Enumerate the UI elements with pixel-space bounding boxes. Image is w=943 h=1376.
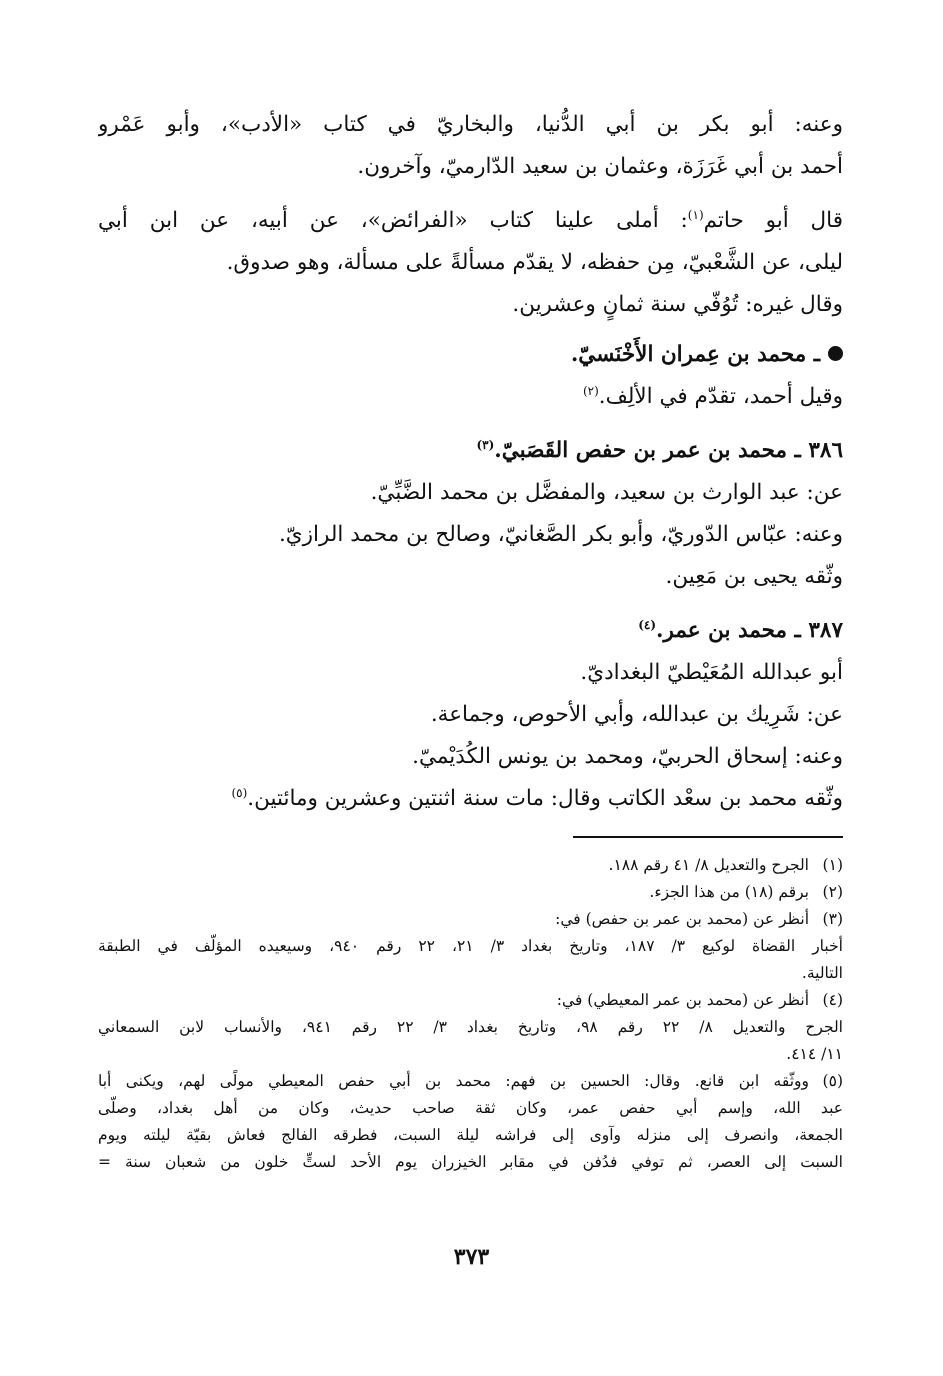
text-line: أحمد بن أبي غَرَزَة، وعثمان بن سعيد الدّارميّ، وآخرون. — [357, 154, 843, 179]
footnote-text: الجرح والتعديل ٨/ ٤١ رقم ١٨٨. — [608, 856, 809, 874]
entry-heading-386 — [98, 430, 843, 472]
text-line: عن: عبد الوارث بن سعيد، والمفضَّل بن محمد الضَّبِّيّ. — [370, 480, 843, 505]
entry-heading-text: ٣٨٧ ـ محمد بن عمر. — [656, 618, 843, 643]
text-line: ليلى، عن الشَّعْبيّ، مِن حفظه، لا يقدّم مسألةً على مسألة، وهو صدوق. — [226, 250, 843, 275]
footnote-3 — [98, 906, 843, 933]
text-span: وثّقه محمد بن سعْد الكاتب وقال: مات سنة اثنتين وعشرين ومائتين. — [247, 786, 843, 811]
footnotes — [98, 852, 843, 1176]
footnote-4 — [98, 987, 843, 1014]
footnote-number: (٤) — [822, 991, 843, 1009]
footnote-number: (٣) — [822, 910, 843, 928]
entry-heading-text: ٣٨٦ ـ محمد بن عمر بن حفص القَصَبيّ. — [494, 438, 843, 463]
text-line: وعنه: أبو بكر بن أبي الدُّنيا، والبخاريّ في كتاب «الأدب»، وأبو عَمْرو — [98, 112, 843, 137]
footnote-ref: (٤) — [638, 617, 657, 632]
footnote-text: أنظر عن (محمد بن عمر بن حفص) في: — [555, 910, 809, 928]
footnote-4-cont: الجرح والتعديل ٨/ ٢٢ رقم ٩٨، وتاريخ بغداد ٣/ ٢٢ رقم ٩٤١، والأنساب لابن السمعاني — [98, 1018, 843, 1036]
footnote-number: (١) — [822, 856, 843, 874]
text-line: وقال غيره: تُوُفّي سنة ثمانٍ وعشرين. — [512, 292, 843, 317]
footnote-5-cont: الجمعة، وانصرف إلى منزله وآوى إلى فراشه ليلة السبت، فطرقه الفالج فعاش بقيّة ليلته ويوم — [98, 1126, 843, 1144]
text-span: : أملى علينا كتاب «الفرائض»، عن أبيه، عن ابن أبي — [98, 208, 688, 233]
footnote-text: أنظر عن (محمد بن عمر المعيطي) في: — [556, 991, 809, 1009]
footnote-ref: (٣) — [476, 437, 495, 452]
text-line — [98, 778, 843, 820]
text-span: وقيل أحمد، تقدّم في الألِف. — [598, 384, 843, 409]
entry-heading-text: ـ محمد بن عِمران الأَخْنَسيّ. — [570, 342, 820, 367]
footnote-number: (٥) — [822, 1072, 843, 1090]
footnote-4-cont: ١١/ ٤١٤. — [786, 1045, 843, 1063]
footnote-3-cont: التالية. — [801, 964, 843, 982]
text-line: أبو عبدالله المُعَيْطيّ البغداديّ. — [580, 660, 843, 685]
footnote-ref: (٢) — [582, 383, 599, 398]
footnote-2 — [98, 879, 843, 906]
page-number: ٣٧٣ — [453, 1244, 490, 1270]
footnote-1 — [98, 852, 843, 879]
text-line — [98, 376, 843, 418]
footnote-3-cont: أخبار القضاة لوكيع ٣/ ١٨٧، وتاريخ بغداد ٣/ ٢١، ٢٢ رقم ٩٤٠، وسيعيده المؤلّف في الطبقة — [98, 937, 843, 955]
footnote-text: ووثّقه ابن قانع. وقال: الحسين بن فهم: محمد بن أبي حفص المعيطي مولًى لهم، ويكنى أبا — [98, 1072, 809, 1090]
text-line: وعنه: عبّاس الدّوريّ، وأبو بكر الصَّغانيّ، وصالح بن محمد الرازيّ. — [278, 522, 843, 547]
text-span: قال أبو حاتم — [703, 208, 843, 233]
footnote-text: برقم (١٨) من هذا الجزء. — [649, 883, 809, 901]
footnote-5 — [98, 1068, 843, 1095]
text-line: وثّقه يحيى بن مَعِين. — [665, 564, 843, 589]
entry-heading-akhnasi — [98, 334, 843, 376]
text-line: عن: شَرِيك بن عبدالله، وأبي الأحوص، وجماعة. — [430, 702, 843, 727]
text-line: وعنه: إسحاق الحربيّ، ومحمد بن يونس الكُدَيْميّ. — [412, 744, 843, 769]
entry-heading-387 — [98, 610, 843, 652]
text-line — [98, 200, 843, 242]
footnote-5-cont: السبت إلى العصر، ثم توفي فدُفن في مقابر الخيزران يوم الأحد لستٍّ خلون من شعبان سنة = — [98, 1153, 843, 1171]
main-text — [98, 104, 843, 820]
footnote-ref: (١) — [687, 207, 704, 222]
footnote-separator — [573, 836, 843, 838]
footnote-ref: (٥) — [231, 785, 248, 800]
footnote-number: (٢) — [822, 883, 843, 901]
bullet-icon — [828, 346, 843, 361]
footnote-5-cont: عبد الله، وإسم أبي حفص عمر، وكان ثقة صاحب حديث، وكان من أهل بغداد، وصلّى — [98, 1099, 843, 1117]
